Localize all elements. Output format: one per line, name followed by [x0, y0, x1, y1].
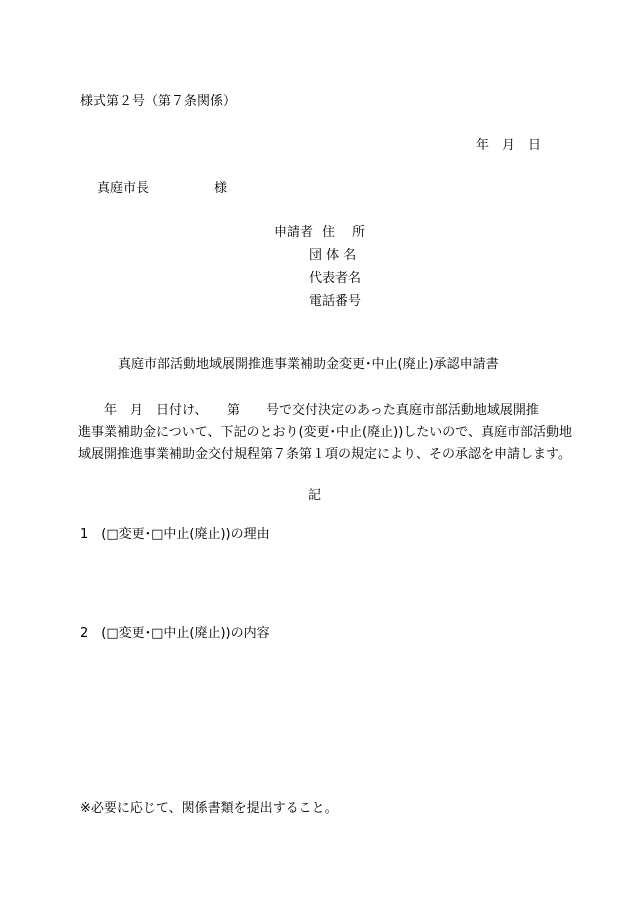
ki-heading: 記: [308, 488, 322, 503]
form-number: 様式第２号（第７条関係）: [80, 94, 237, 109]
document-title: 真庭市部活動地域展開推進事業補助金変更･中止(廃止)承認申請書: [118, 357, 499, 372]
note: ※必要に応じて、関係書類を提出すること。: [80, 801, 338, 816]
item-reason: 1 (□変更･□中止(廃止))の理由: [80, 527, 270, 542]
addressee: 真庭市長 様: [97, 181, 228, 196]
body-paragraph: [78, 400, 573, 466]
body-line-3: 域展開推進事業補助金交付規程第７条第１項の規定により、その承認を申請します。: [78, 447, 571, 462]
item-content: 2 (□変更･□中止(廃止))の内容: [80, 626, 270, 641]
applicant-phone-label: 電話番号: [309, 294, 362, 309]
applicant-address-label: 住 所: [322, 225, 366, 240]
body-line-2: 進事業補助金について、下記のとおり(変更･中止(廃止))したいので、真庭市部活動地: [78, 425, 573, 440]
date-line: 年 月 日: [476, 138, 542, 153]
applicant-representative-label: 代表者名: [309, 271, 362, 286]
applicant-label: 申請者: [274, 225, 314, 240]
applicant-group-name-label: 団 体 名: [309, 248, 357, 263]
body-line-1: 年 月 日付け、 第 号で交付決定のあった真庭市部活動地域展開推: [78, 403, 539, 418]
